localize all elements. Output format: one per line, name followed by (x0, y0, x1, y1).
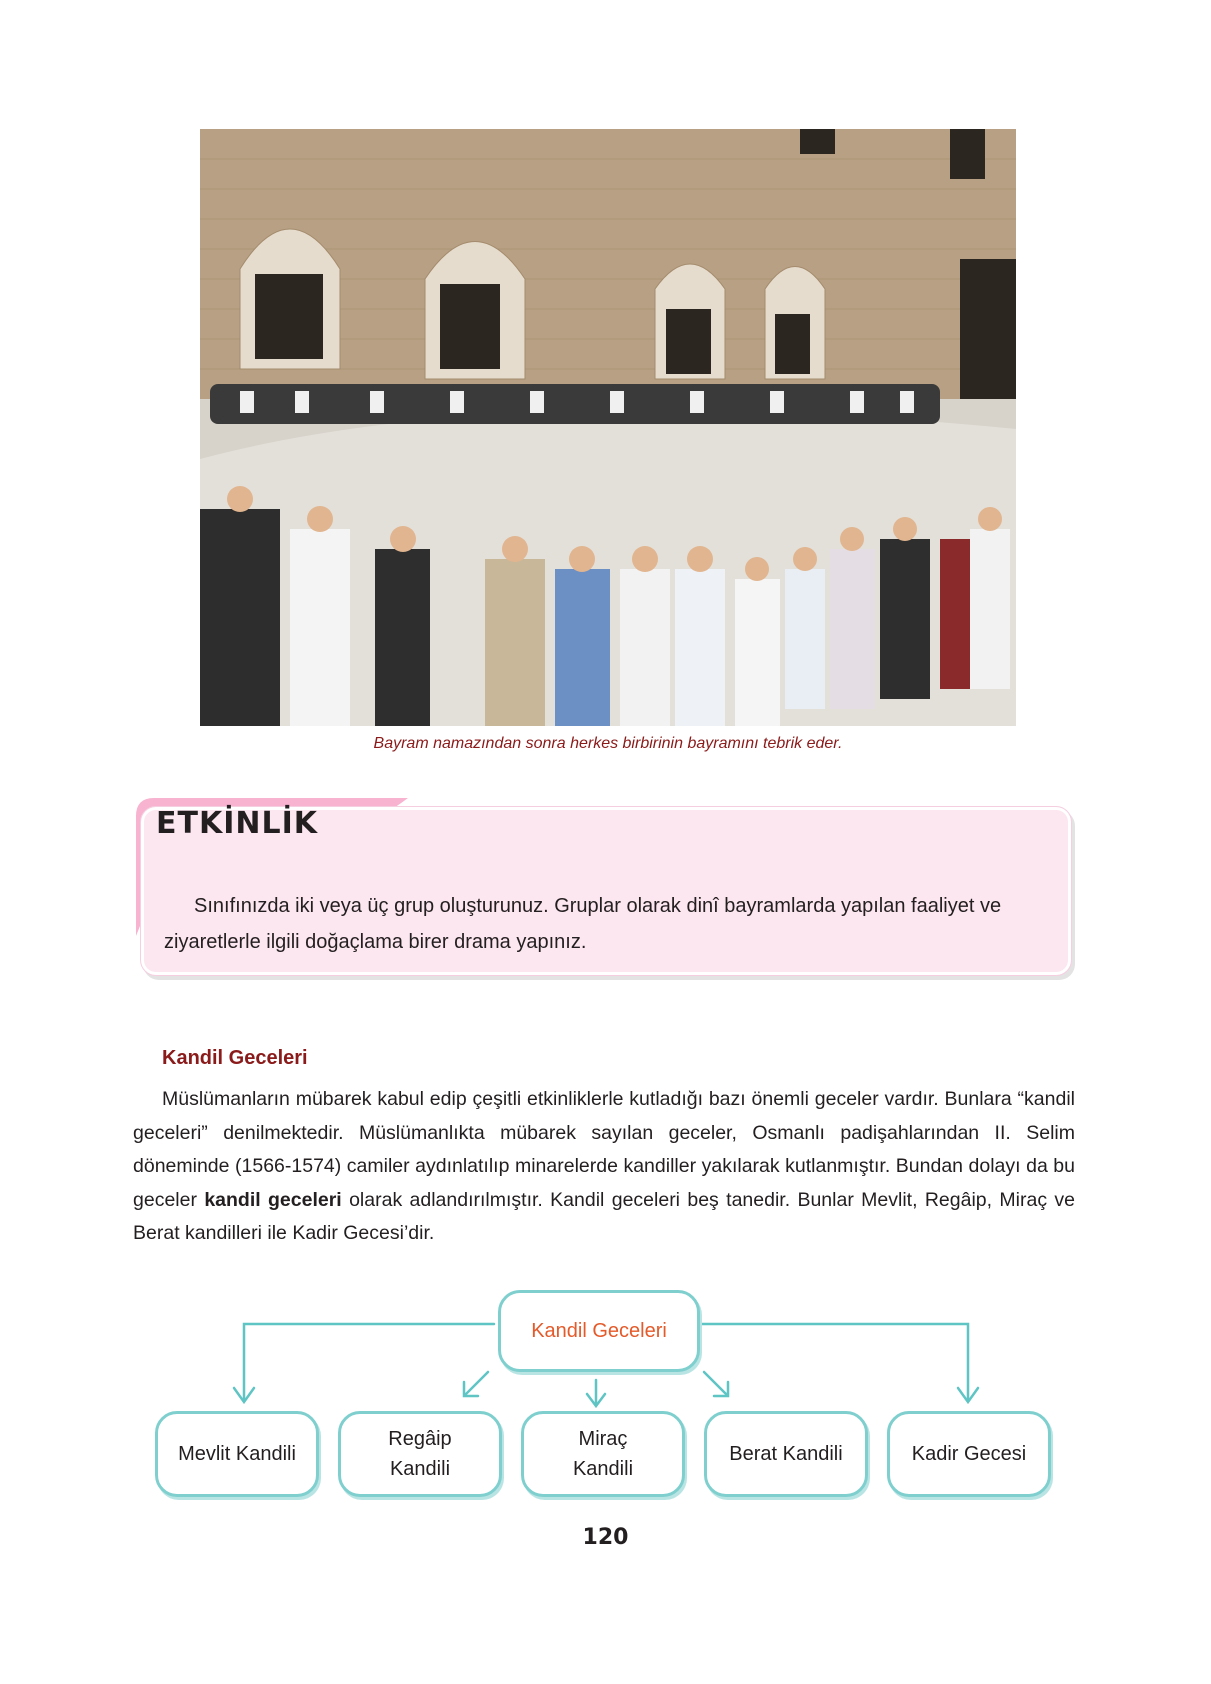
diagram-node-regaip (338, 1411, 502, 1497)
diagram-node-mirac (521, 1411, 685, 1497)
body-paragraph (133, 1083, 1075, 1251)
diagram-root-label: Kandil Geceleri (531, 1320, 667, 1342)
diagram-node-mevlit (155, 1411, 319, 1497)
photo-caption: Bayram namazından sonra herkes birbirinin bayramını tebrik eder. (373, 735, 843, 752)
diagram-root-node (498, 1290, 700, 1372)
diagram-node-label: Mevlit Kandili (178, 1443, 296, 1465)
diagram-node-label: Miraç Kandili (572, 1428, 634, 1480)
body-text-part-2: olarak adlandırılmıştır. Kandil geceleri beş tanedir. Bunlar Mevlit, Regâip, Miraç ve Berat kandilleri ile Kadir Gecesi’dir. (133, 1188, 1076, 1244)
activity-title: ETKİNLİK (156, 806, 318, 841)
diagram-node-kadir (887, 1411, 1051, 1497)
page-number: 120 (582, 1525, 629, 1550)
diagram-node-label: Kadir Gecesi (911, 1443, 1027, 1465)
kandil-diagram (0, 1280, 1211, 1520)
diagram-node-berat (704, 1411, 868, 1497)
activity-text: Sınıfınızda iki veya üç grup oluşturunuz. Gruplar olarak dinî bayramlarda yapılan faaliyet ve ziyaretlerle ilgili doğaçlama birer drama yapınız. (164, 895, 1002, 953)
section-title: Kandil Geceleri (162, 1047, 308, 1069)
mosque-courtyard-photo (200, 129, 1016, 726)
body-text-part-1: Müslümanların mübarek kabul edip çeşitli etkinliklerle kutladığı bazı önemli geceler vardır. Bunlara “kandil geceleri” denilmektedir. Müslümanlıkta mübarek sayılan geceler, Osmanlı padişahlarından II. Selim döneminde (1566-1574) camiler aydınlatılıp minarelerde kandiller yakılarak kutlanmıştır. Bundan dolayı da bu geceler (133, 1088, 1075, 1211)
activity-box (128, 796, 1078, 986)
body-text-bold: kandil geceleri (204, 1188, 342, 1211)
diagram-node-label: Regâip Kandili (388, 1428, 452, 1480)
diagram-node-label: Berat Kandili (729, 1443, 843, 1465)
